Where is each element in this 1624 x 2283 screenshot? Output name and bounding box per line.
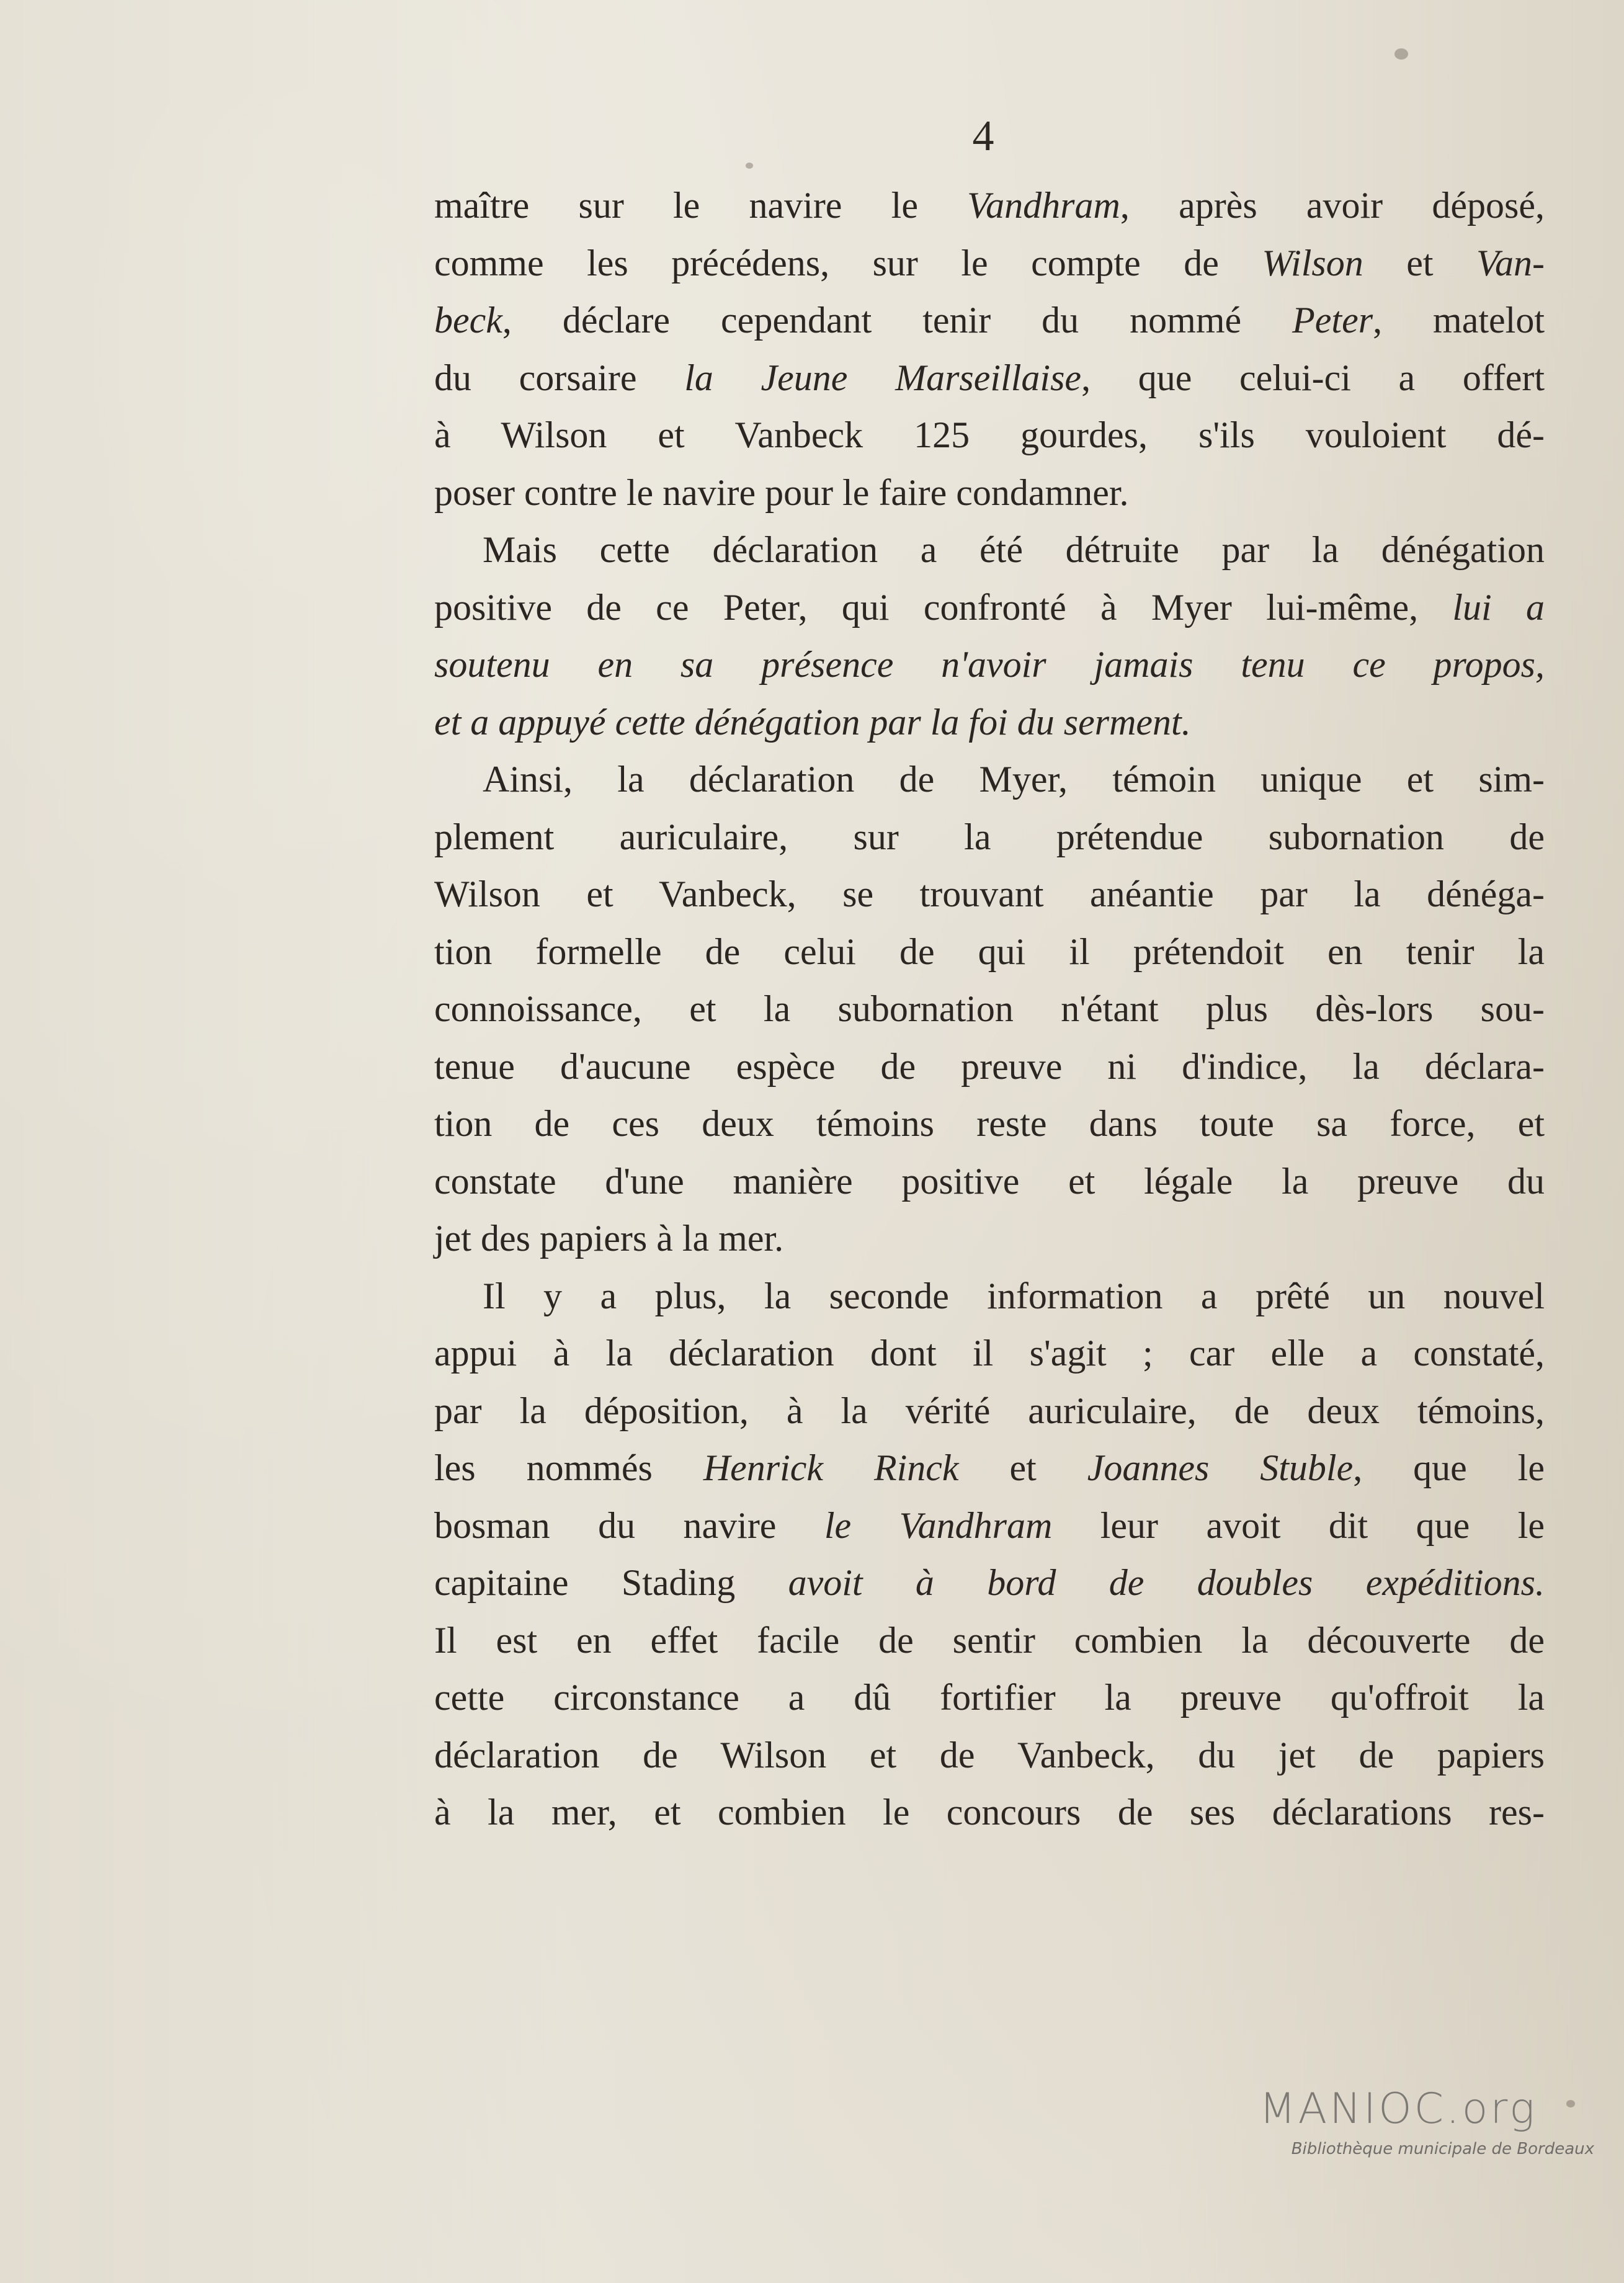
text-segment: tion de ces deux témoins reste dans toute sa force, et [434,1103,1545,1144]
text-segment: bosman du navire [434,1504,824,1546]
text-segment: plement auriculaire, sur la prétendue subornation de [434,816,1545,857]
text-line [434,1497,1545,1555]
text-segment: Ainsi, la déclaration de Myer, témoin unique et sim- [483,759,1545,800]
text-line [434,1267,1545,1325]
text-segment: , que celui-ci a offert [1081,357,1545,398]
text-line [434,865,1545,923]
italic-text: Henrick Rinck [703,1447,959,1488]
text-segment: capitaine Stading [434,1562,788,1603]
text-segment: à la mer, et combien le concours de ses déclarations res- [434,1792,1545,1833]
text-line [434,1038,1545,1096]
text-segment: les nommés [434,1447,703,1488]
text-segment: Il est en effet facile de sentir combien la découverte de [434,1619,1545,1661]
manioc-logo[interactable]: MANIOC.org [1259,2084,1537,2133]
text-segment: maître sur le navire le [434,185,968,226]
text-line [434,694,1545,751]
text-line [434,349,1545,407]
text-segment: , après avoir déposé, [1120,185,1545,226]
text-line [434,1554,1545,1612]
text-line [434,751,1545,808]
text-line [434,1612,1545,1669]
text-segment: du corsaire [434,357,685,398]
text-segment: constate d'une manière positive et légale la preuve du [434,1160,1545,1202]
text-segment: positive de ce Peter, qui confronté à Myer lui-même, [434,586,1453,628]
text-segment: poser contre le navire pour le faire condamner. [434,471,1129,513]
text-segment: , déclare cependant tenir du nommé [502,300,1293,341]
paper-spot [746,163,753,169]
text-line [434,235,1545,292]
italic-text: Wilson [1262,242,1363,284]
text-line [434,292,1545,349]
text-segment: et [1363,242,1477,284]
text-segment: déclaration de Wilson et de Vanbeck, du jet de papiers [434,1734,1545,1776]
text-segment: par la déposition, à la vérité auriculaire, de deux témoins, [434,1390,1545,1431]
text-segment: Mais cette déclaration a été détruite par la dénégation [483,529,1545,570]
italic-text: Peter [1292,300,1373,341]
text-line [434,521,1545,579]
text-line [434,1325,1545,1382]
italic-text: et a appuyé cette dénégation par la foi du serment. [434,701,1191,743]
italic-text: beck [434,300,502,341]
italic-text: Joannes Stuble [1087,1447,1354,1488]
text-line [434,1153,1545,1210]
text-segment: et [958,1447,1087,1488]
text-line [434,579,1545,637]
text-segment: cette circonstance a dû fortifier la preuve qu'offroit la [434,1677,1545,1718]
text-line [434,636,1545,694]
page-number: 4 [972,112,994,160]
text-line [434,1669,1545,1727]
italic-text: soutenu en sa présence n'avoir jamais tenu ce propos, [434,644,1545,685]
text-line [434,1439,1545,1497]
text-line [434,1210,1545,1267]
body-text [434,177,1545,1841]
text-line [434,406,1545,464]
text-segment: comme les précédens, sur le compte de [434,242,1262,284]
text-line [434,177,1545,235]
text-line [434,1382,1545,1440]
text-segment: appui à la déclaration dont il s'agit ; car elle a constaté, [434,1333,1545,1374]
library-credit: Bibliothèque municipale de Bordeaux [1291,2140,1594,2158]
text-line [434,923,1545,981]
text-segment: tenue d'aucune espèce de preuve ni d'indice, la déclara- [434,1045,1545,1087]
text-segment: connoissance, et la subornation n'étant plus dès-lors sou- [434,988,1545,1029]
italic-text: avoit à bord de doubles expéditions. [788,1562,1545,1603]
text-line [434,808,1545,866]
text-segment: , que le [1353,1447,1545,1488]
text-line [434,1095,1545,1153]
text-line [434,1784,1545,1841]
text-segment: tion formelle de celui de qui il prétendoit en tenir la [434,931,1545,972]
italic-text: lui a [1452,586,1545,628]
italic-text: le Vandhram [824,1504,1053,1546]
text-segment: jet des papiers à la mer. [434,1218,784,1259]
text-segment: , matelot [1373,300,1545,341]
italic-text: Vandhram [967,185,1120,226]
text-segment: Il y a plus, la seconde information a prêté un nouvel [483,1275,1545,1316]
paper-spot [1394,48,1408,60]
watermark [1259,2084,1594,2160]
text-line [434,464,1545,522]
text-segment: leur avoit dit que le [1052,1504,1545,1546]
italic-text: la Jeune Marseillaise [684,357,1082,398]
text-segment: Wilson et Vanbeck, se trouvant anéantie par la dénéga- [434,873,1545,914]
text-line [434,980,1545,1038]
text-segment: à Wilson et Vanbeck 125 gourdes, s'ils vouloient dé- [434,414,1545,455]
text-line [434,1727,1545,1784]
italic-text: Van- [1476,242,1545,284]
